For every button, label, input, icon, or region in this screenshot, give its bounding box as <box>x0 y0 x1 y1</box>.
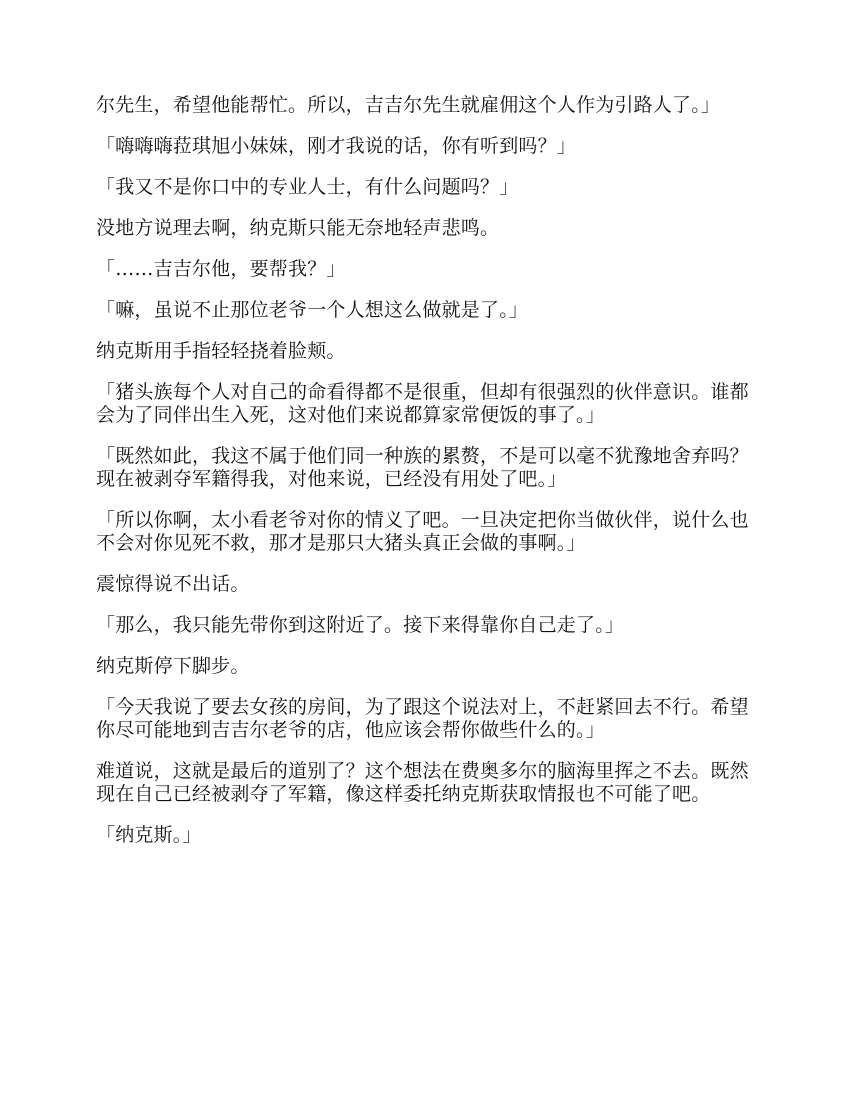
paragraph-9: 「既然如此，我这不属于他们同一种族的累赘，不是可以毫不犹豫地舍弃吗？现在被剥夺军籍得我，对他来说，已经没有用处了吧。」 <box>96 445 749 490</box>
paragraph-7: 纳克斯用手指轻轻挠着脸颊。 <box>96 340 346 362</box>
paragraph-1: 尔先生，希望他能帮忙。所以，吉吉尔先生就雇佣这个人作为引路人了。」 <box>96 94 721 116</box>
paragraph-10: 「所以你啊，太小看老爷对你的情义了吧。一旦决定把你当做伙伴，说什么也不会对你见死不救，那才是那只大猪头真正会做的事啊。」 <box>96 509 749 554</box>
paragraph-11: 震惊得说不出话。 <box>96 573 250 595</box>
paragraph-5: 「……吉吉尔他，要帮我？」 <box>96 258 346 280</box>
paragraph-13: 纳克斯停下脚步。 <box>96 655 250 677</box>
paragraph-2: 「嗨嗨嗨菈琪旭小妹妹，刚才我说的话，你有听到吗？」 <box>96 135 577 157</box>
paragraph-8: 「猪头族每个人对自己的命看得都不是很重，但却有很强烈的伙伴意识。谁都会为了同伴出生入死，这对他们来说都算家常便饭的事了。」 <box>96 381 749 426</box>
paragraph-14: 「今天我说了要去女孩的房间，为了跟这个说法对上，不赶紧回去不行。希望你尽可能地到吉吉尔老爷的店，他应该会帮你做些什么的。」 <box>96 696 749 741</box>
paragraph-4: 没地方说理去啊，纳克斯只能无奈地轻声悲鸣。 <box>96 217 500 239</box>
paragraph-6: 「嘛，虽说不止那位老爷一个人想这么做就是了。」 <box>96 299 529 321</box>
paragraph-12: 「那么，我只能先带你到这附近了。接下来得靠你自己走了。」 <box>96 614 625 636</box>
paragraph-16: 「纳克斯。」 <box>96 824 202 846</box>
paragraph-15: 难道说，这就是最后的道别了？这个想法在费奥多尔的脑海里挥之不去。既然现在自己已经被剥夺了军籍，像这样委托纳克斯获取情报也不可能了吧。 <box>96 760 749 805</box>
paragraph-3: 「我又不是你口中的专业人士，有什么问题吗？」 <box>96 176 519 198</box>
